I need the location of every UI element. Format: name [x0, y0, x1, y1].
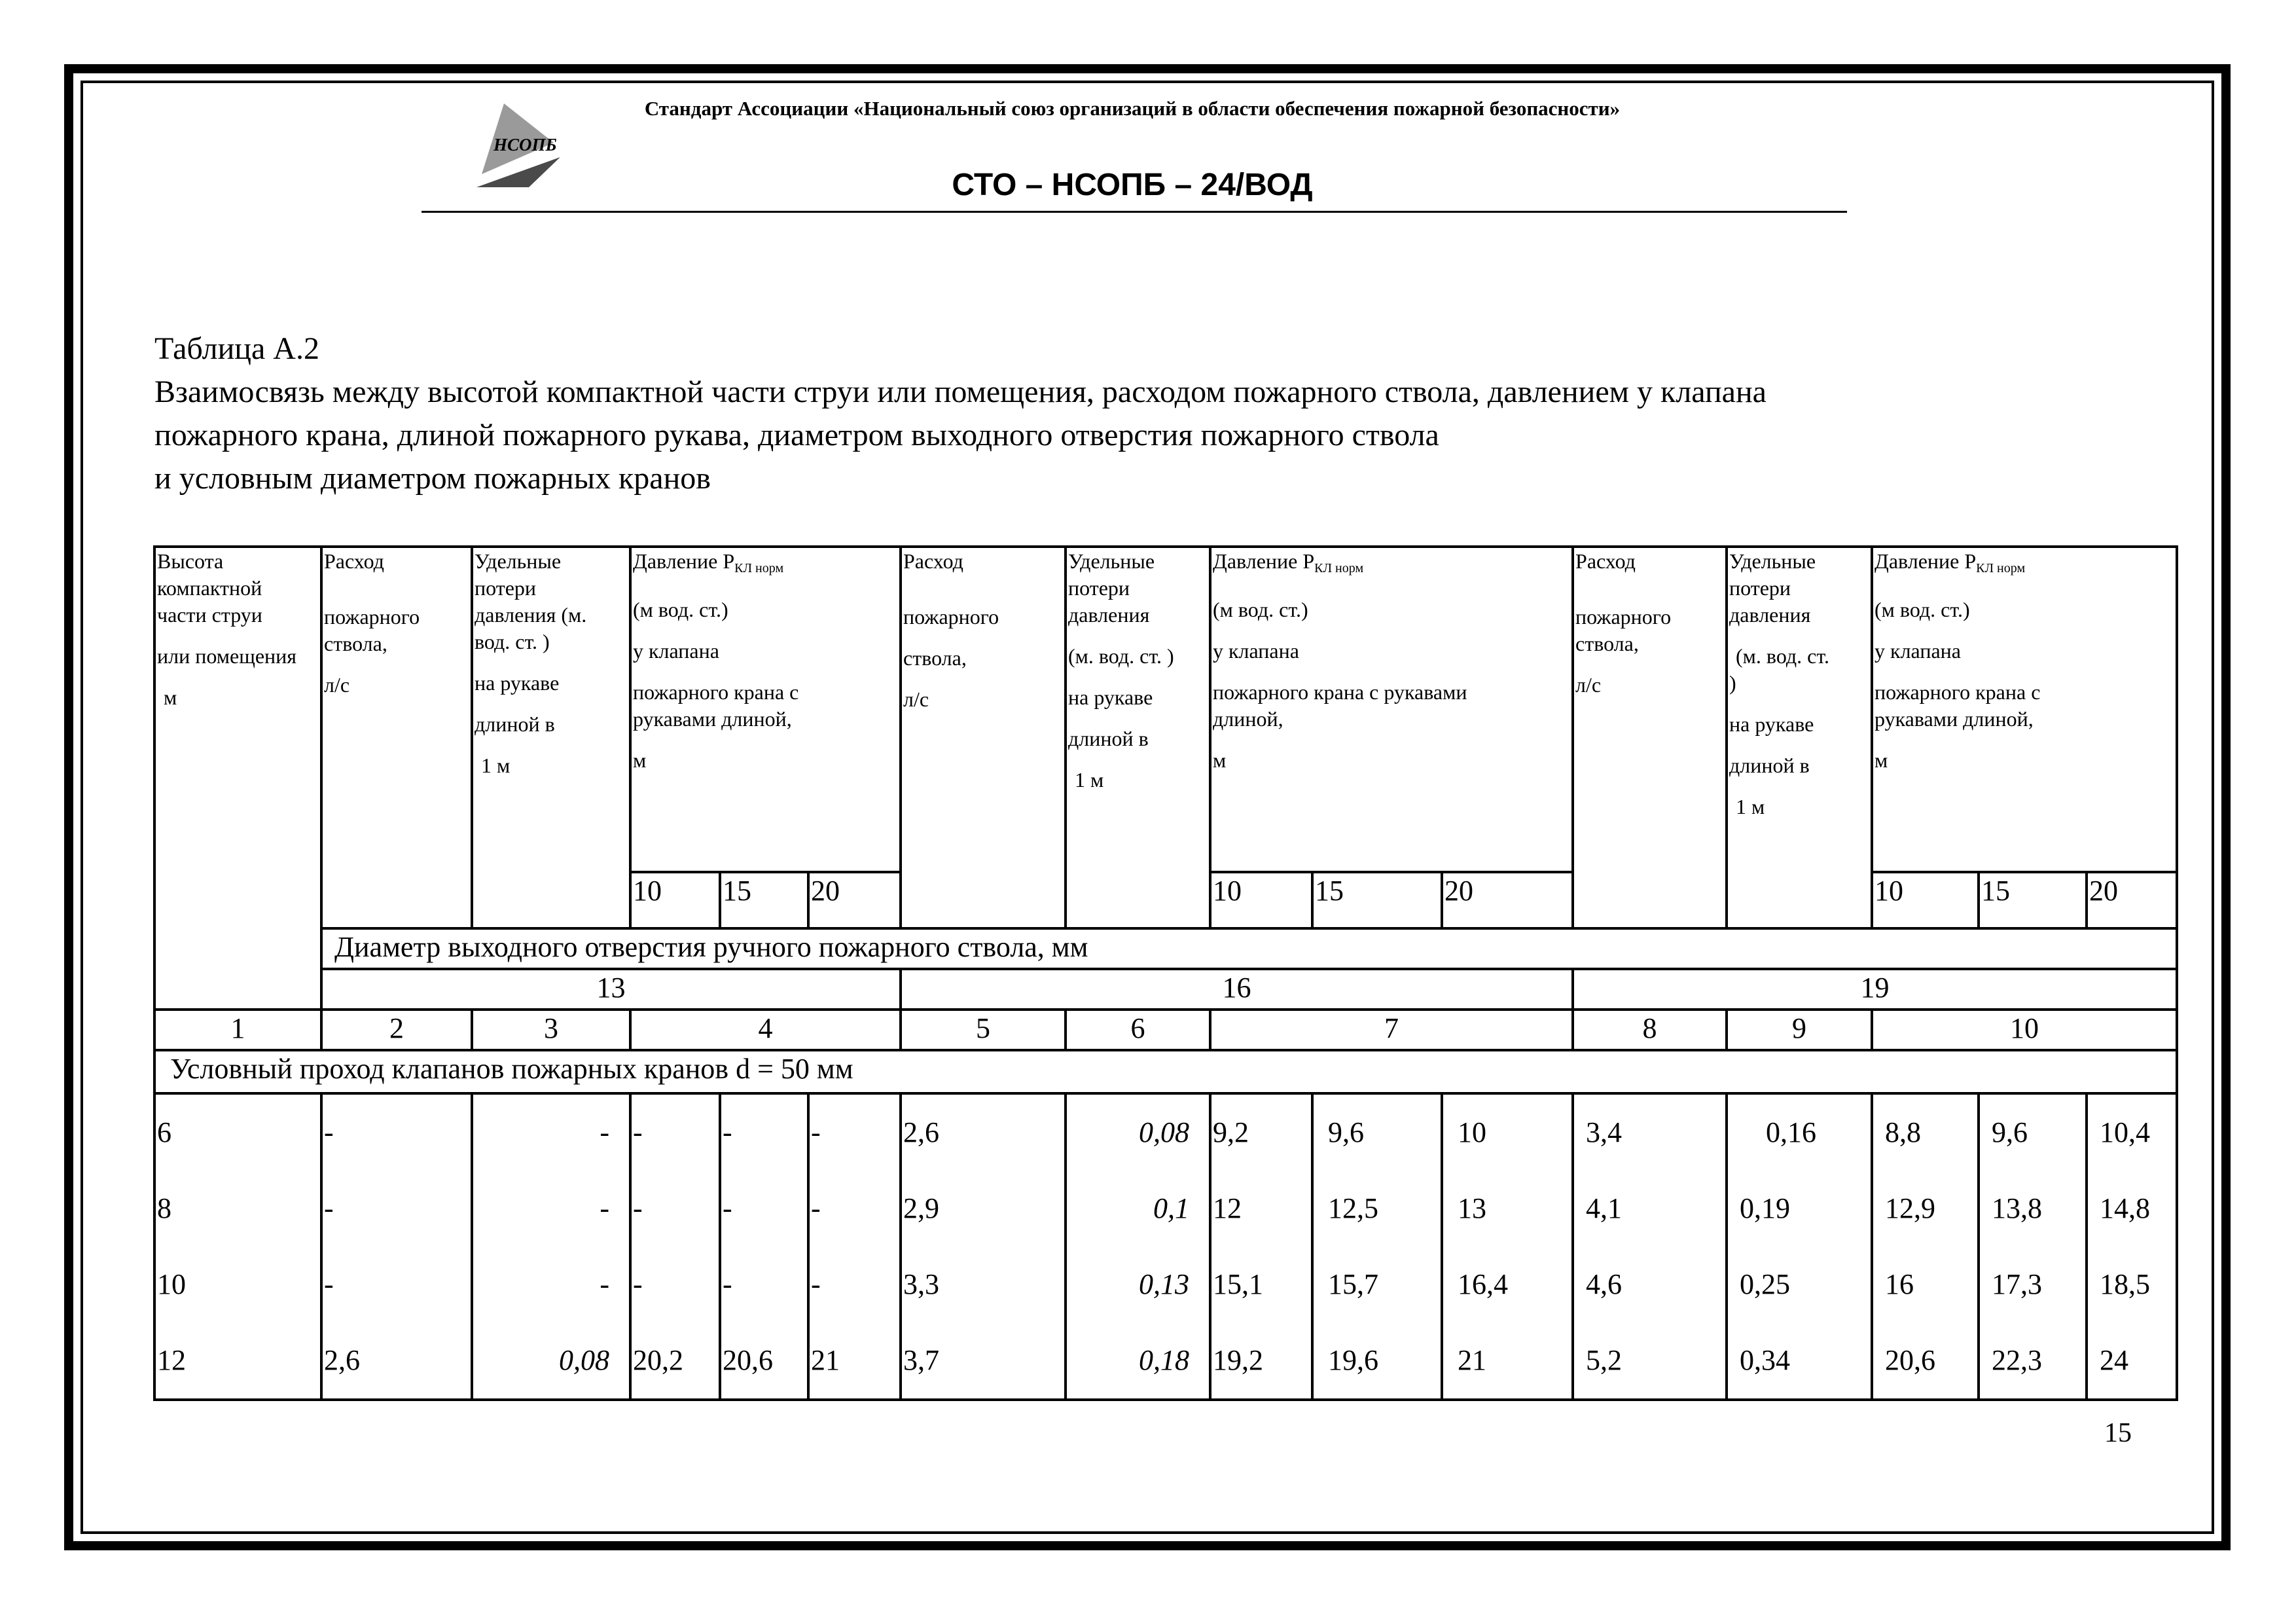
data-cell: 3,7 — [903, 1344, 939, 1376]
data-cell: 17,3 — [1992, 1268, 2043, 1300]
header-loss-19: Удельные потери давления (м. вод. ст. ) на рукаве длиной в 1 м — [1727, 547, 1872, 928]
header-height: Высота компактной части струи или помещения м — [154, 547, 321, 1010]
data-cell: 24 — [2100, 1344, 2129, 1376]
data-cell: 12 — [157, 1344, 186, 1376]
header-loss-16: Удельные потери давления (м. вод. ст. ) на рукаве длиной в 1 м — [1066, 547, 1210, 928]
document-code: СТО – НСОПБ – 24/ВОД — [952, 168, 1313, 202]
data-cell: 3,3 — [903, 1268, 939, 1300]
data-cell: - — [633, 1268, 643, 1300]
data-cell: 0,18 — [1139, 1344, 1189, 1376]
section-title: Условный проход клапанов пожарных кранов d = 50 мм — [154, 1050, 2177, 1093]
data-column — [720, 1093, 808, 1400]
data-cell: - — [324, 1192, 334, 1224]
length-cell: 15 — [720, 872, 808, 928]
data-cell: 15,7 — [1328, 1268, 1378, 1300]
header-loss-13: Удельные потери давления (м. вод. ст. ) на рукаве длиной в 1 м — [472, 547, 630, 928]
data-cell: - — [633, 1116, 643, 1148]
column-number: 2 — [321, 1010, 472, 1050]
data-cell: 2,6 — [324, 1344, 360, 1376]
data-column — [1979, 1093, 2087, 1400]
data-cell: 14,8 — [2100, 1192, 2151, 1224]
data-cell: 4,6 — [1586, 1268, 1623, 1300]
data-column — [808, 1093, 901, 1400]
caption-line: пожарного крана, длиной пожарного рукава, диаметром выходного отверстия пожарного ствола — [154, 418, 1439, 452]
data-cell: 0,08 — [1139, 1116, 1189, 1148]
data-cell: - — [811, 1268, 821, 1300]
data-cell: 9,6 — [1328, 1116, 1364, 1148]
data-cell: 16,4 — [1458, 1268, 1508, 1300]
data-cell: 21 — [811, 1344, 840, 1376]
data-cell: 2,6 — [903, 1116, 939, 1148]
column-number: 9 — [1727, 1010, 1872, 1050]
length-cell: 20 — [1442, 872, 1573, 928]
length-cell: 10 — [630, 872, 720, 928]
data-cell: - — [600, 1116, 609, 1148]
data-cell: 19,2 — [1213, 1344, 1263, 1376]
data-cell: 6 — [157, 1116, 171, 1148]
data-cell: 10 — [1458, 1116, 1486, 1148]
data-cell: 0,19 — [1740, 1192, 1791, 1224]
caption-line: и условным диаметром пожарных кранов — [154, 461, 711, 496]
length-cell: 10 — [1210, 872, 1312, 928]
data-cell: - — [811, 1192, 821, 1224]
data-cell: 0,34 — [1740, 1344, 1791, 1376]
data-cell: - — [324, 1268, 334, 1300]
data-cell: - — [324, 1116, 334, 1148]
length-cell: 10 — [1872, 872, 1979, 928]
data-cell: - — [600, 1268, 609, 1300]
length-cell: 15 — [1979, 872, 2087, 928]
column-number: 5 — [901, 1010, 1066, 1050]
data-cell: 8 — [157, 1192, 171, 1224]
data-cell: 9,2 — [1213, 1116, 1249, 1148]
data-cell: 12,5 — [1328, 1192, 1378, 1224]
data-cell: - — [723, 1116, 732, 1148]
data-cell: 15,1 — [1213, 1268, 1263, 1300]
data-cell: 18,5 — [2100, 1268, 2151, 1300]
data-cell: 0,08 — [559, 1344, 609, 1376]
data-cell: 16 — [1885, 1268, 1914, 1300]
caption-line: Взаимосвязь между высотой компактной части струи или помещения, расходом пожарного ствола, давлением у клапана — [154, 374, 1767, 409]
data-cell: - — [633, 1192, 643, 1224]
data-column — [1210, 1093, 1312, 1400]
data-cell: 12,9 — [1885, 1192, 1936, 1224]
header-pressure-16: Давление $Р_{КЛ норм}$ (м вод. ст.) у клапана пожарного крана с рукавами длиной, м — [1210, 547, 1573, 872]
data-cell: 13,8 — [1992, 1192, 2043, 1224]
data-column — [901, 1093, 1066, 1400]
data-column — [2087, 1093, 2177, 1400]
association-title: Стандарт Ассоциации «Национальный союз организаций в области обеспечения пожарной безопасности» — [644, 97, 1621, 120]
header-flow-19: Расход пожарного ствола, л/с — [1573, 547, 1727, 928]
page-number: 15 — [2104, 1418, 2132, 1448]
data-cell: 10,4 — [2100, 1116, 2151, 1148]
data-column — [1442, 1093, 1573, 1400]
data-cell: 4,1 — [1586, 1192, 1623, 1224]
data-column — [1312, 1093, 1442, 1400]
data-cell: 2,9 — [903, 1192, 939, 1224]
header-flow-16: Расход пожарного ствола, л/с — [901, 547, 1066, 928]
data-cell: 9,6 — [1992, 1116, 2028, 1148]
data-cell: 5,2 — [1586, 1344, 1623, 1376]
caption-table-number: Таблица А.2 — [154, 331, 319, 366]
nozzle-diameter: 16 — [901, 969, 1573, 1010]
data-column — [321, 1093, 472, 1400]
length-cell: 20 — [808, 872, 901, 928]
data-cell: 0,25 — [1740, 1268, 1791, 1300]
data-cell: 13 — [1458, 1192, 1486, 1224]
column-number: 3 — [472, 1010, 630, 1050]
header-pressure-13: Давление $Р_{КЛ норм}$ (м вод. ст.) у клапана пожарного крана с рукавами длиной, м — [630, 547, 901, 872]
data-table — [153, 545, 2178, 1401]
data-cell: - — [600, 1192, 609, 1224]
data-cell: 21 — [1458, 1344, 1486, 1376]
data-cell: 3,4 — [1586, 1116, 1623, 1148]
length-cell: 15 — [1312, 872, 1442, 928]
logo-text: НСОПБ — [493, 135, 557, 155]
data-column — [1872, 1093, 1979, 1400]
data-cell: 19,6 — [1328, 1344, 1378, 1376]
column-number: 7 — [1210, 1010, 1573, 1050]
column-number: 1 — [154, 1010, 321, 1050]
header-rule — [422, 211, 1847, 213]
column-number: 6 — [1066, 1010, 1210, 1050]
data-cell: - — [811, 1116, 821, 1148]
header-flow-13: Расход пожарного ствола, л/с — [321, 547, 472, 928]
data-column — [472, 1093, 630, 1400]
column-number: 10 — [1872, 1010, 2177, 1050]
data-cell: 0,16 — [1766, 1116, 1817, 1148]
nozzle-diameter: 19 — [1573, 969, 2177, 1010]
length-cell: 20 — [2087, 872, 2177, 928]
data-column — [154, 1093, 321, 1400]
nozzle-diameter-title: Диаметр выходного отверстия ручного пожарного ствола, мм — [321, 928, 2177, 969]
data-cell: 22,3 — [1992, 1344, 2043, 1376]
data-cell: 12 — [1213, 1192, 1242, 1224]
data-column — [1573, 1093, 1727, 1400]
data-cell: 10 — [157, 1268, 186, 1300]
data-column — [1727, 1093, 1872, 1400]
table-caption — [154, 327, 2183, 500]
data-cell: 20,6 — [1885, 1344, 1936, 1376]
data-cell: 8,8 — [1885, 1116, 1922, 1148]
column-number: 4 — [630, 1010, 901, 1050]
column-number: 8 — [1573, 1010, 1727, 1050]
data-cell: 0,13 — [1139, 1268, 1189, 1300]
data-cell: 20,6 — [723, 1344, 773, 1376]
header-pressure-19: Давление $Р_{КЛ норм}$ (м вод. ст.) у клапана пожарного крана с рукавами длиной, м — [1872, 547, 2177, 872]
data-cell: - — [723, 1192, 732, 1224]
data-column — [630, 1093, 720, 1400]
nozzle-diameter: 13 — [321, 969, 901, 1010]
data-cell: 0,1 — [1153, 1192, 1189, 1224]
data-cell: - — [723, 1268, 732, 1300]
data-cell: 20,2 — [633, 1344, 683, 1376]
data-column — [1066, 1093, 1210, 1400]
